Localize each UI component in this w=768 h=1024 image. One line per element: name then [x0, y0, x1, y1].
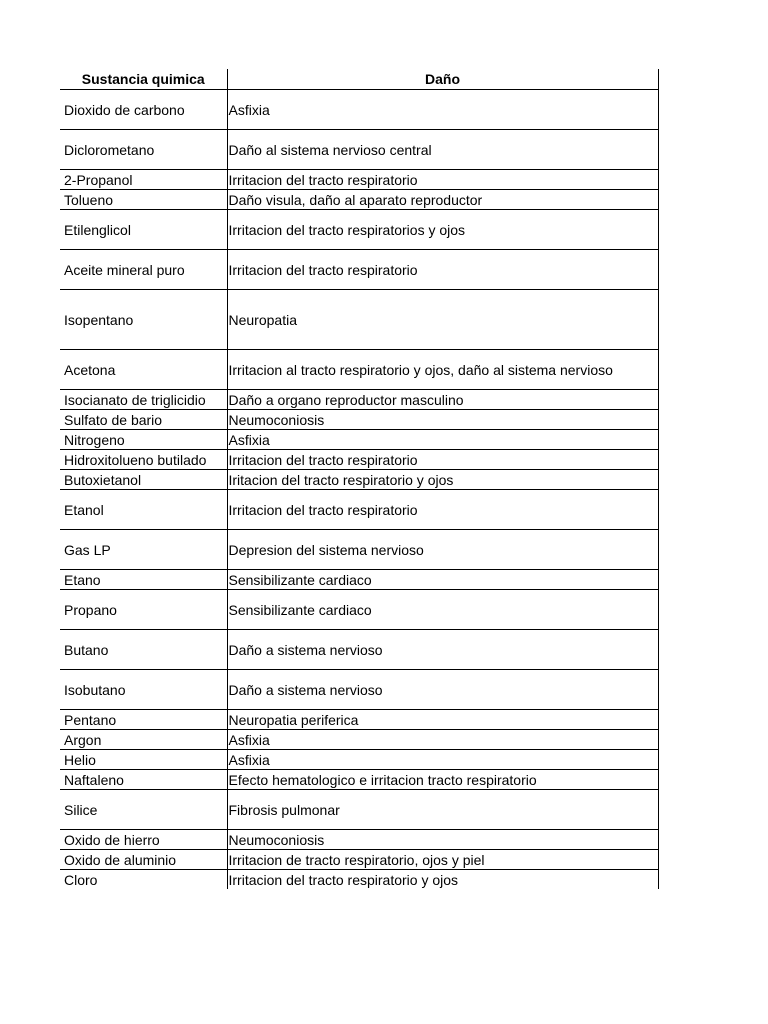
substance-cell: Isopentano: [60, 290, 227, 350]
substance-cell: Cloro: [64, 871, 98, 888]
table-row: [60, 530, 658, 570]
table-row: [60, 350, 658, 390]
damage-cell: Irritacion del tracto respiratorios y ojos: [227, 210, 658, 250]
substance-cell: Dioxido de carbono: [60, 90, 227, 130]
table-row: [60, 170, 658, 190]
table-body: [60, 90, 658, 890]
substance-cell: 2-Propanol: [60, 170, 227, 190]
substance-cell: Gas LP: [60, 530, 227, 570]
table-row: [60, 430, 658, 450]
damage-cell: Daño a sistema nervioso: [227, 670, 658, 710]
table-row: [60, 390, 658, 410]
table-row: [60, 710, 658, 730]
substance-cell: Sulfato de bario: [60, 410, 227, 430]
table-row: [60, 830, 658, 850]
damage-cell: Depresion del sistema nervioso: [227, 530, 658, 570]
substance-cell: Isobutano: [60, 670, 227, 710]
table-row: [60, 630, 658, 670]
substance-cell: Naftaleno: [60, 770, 227, 790]
table-row: [60, 730, 658, 750]
header-damage: Daño: [227, 69, 658, 90]
table-row: [60, 790, 658, 830]
damage-cell: Neuropatia: [227, 290, 658, 350]
damage-cell: Irritacion al tracto respiratorio y ojos, daño al sistema nervioso: [227, 350, 658, 390]
table-row: [60, 410, 658, 430]
damage-cell: Irritacion del tracto respiratorio: [227, 490, 658, 530]
table-header-row: [60, 69, 658, 90]
substance-cell: Argon: [60, 730, 227, 750]
table-row: [60, 590, 658, 630]
table-row: [60, 750, 658, 770]
substance-cell: Aceite mineral puro: [60, 250, 227, 290]
damage-cell: Asfixia: [227, 750, 658, 770]
header-substance: Sustancia quimica: [60, 69, 227, 90]
table-row: [60, 90, 658, 130]
damage-cell: Asfixia: [227, 430, 658, 450]
damage-cell: Iritacion del tracto respiratorio y ojos: [227, 470, 658, 490]
substance-cell: Nitrogeno: [60, 430, 227, 450]
table-row: [60, 210, 658, 250]
substance-cell: Pentano: [60, 710, 227, 730]
damage-cell: Asfixia: [227, 730, 658, 750]
table-row: [60, 850, 658, 870]
substance-cell: Hidroxitolueno butilado: [60, 450, 227, 470]
damage-cell: Irritacion del tracto respiratorio: [227, 250, 658, 290]
damage-cell: Irritacion del tracto respiratorio y ojos: [227, 870, 658, 890]
table-row: [60, 770, 658, 790]
damage-cell: Efecto hematologico e irritacion tracto respiratorio: [227, 770, 658, 790]
damage-cell: Irritacion del tracto respiratorio: [227, 450, 658, 470]
table-row: [60, 290, 658, 350]
damage-cell: Daño a organo reproductor masculino: [227, 390, 658, 410]
table-row: [60, 130, 658, 170]
damage-cell: Sensibilizante cardiaco: [227, 570, 658, 590]
substance-cell: Etilenglicol: [60, 210, 227, 250]
table-row: [60, 870, 658, 890]
table-row: [60, 250, 658, 290]
damage-cell: Fibrosis pulmonar: [227, 790, 658, 830]
table-row: [60, 190, 658, 210]
table-row: [60, 670, 658, 710]
substance-cell: Propano: [60, 590, 227, 630]
substance-cell: Silice: [60, 790, 227, 830]
substance-cell: Etanol: [60, 490, 227, 530]
substance-cell: Oxido de hierro: [60, 830, 227, 850]
damage-cell: Daño a sistema nervioso: [227, 630, 658, 670]
damage-cell: Irritacion de tracto respiratorio, ojos y piel: [227, 850, 658, 870]
substance-cell: Butoxietanol: [60, 470, 227, 490]
table-row: [60, 450, 658, 470]
substance-cell: Etano: [60, 570, 227, 590]
table-row: [60, 570, 658, 590]
damage-cell: Neumoconiosis: [227, 410, 658, 430]
damage-cell: Daño visula, daño al aparato reproductor: [227, 190, 658, 210]
damage-cell: Neumoconiosis: [227, 830, 658, 850]
table-row: [60, 490, 658, 530]
substance-cell: Tolueno: [60, 190, 227, 210]
chemical-damage-table: [60, 69, 659, 889]
damage-cell: Irritacion del tracto respiratorio: [227, 170, 658, 190]
damage-cell: Neuropatia periferica: [227, 710, 658, 730]
substance-cell: Helio: [60, 750, 227, 770]
damage-cell: Asfixia: [227, 90, 658, 130]
substance-cell: Butano: [60, 630, 227, 670]
table-row: [60, 470, 658, 490]
damage-cell: Daño al sistema nervioso central: [227, 130, 658, 170]
substance-cell: Acetona: [60, 350, 227, 390]
substance-cell: Oxido de aluminio: [60, 850, 227, 870]
substance-cell: Diclorometano: [60, 130, 227, 170]
damage-cell: Sensibilizante cardiaco: [227, 590, 658, 630]
substance-cell: Isocianato de triglicidio: [60, 390, 227, 410]
